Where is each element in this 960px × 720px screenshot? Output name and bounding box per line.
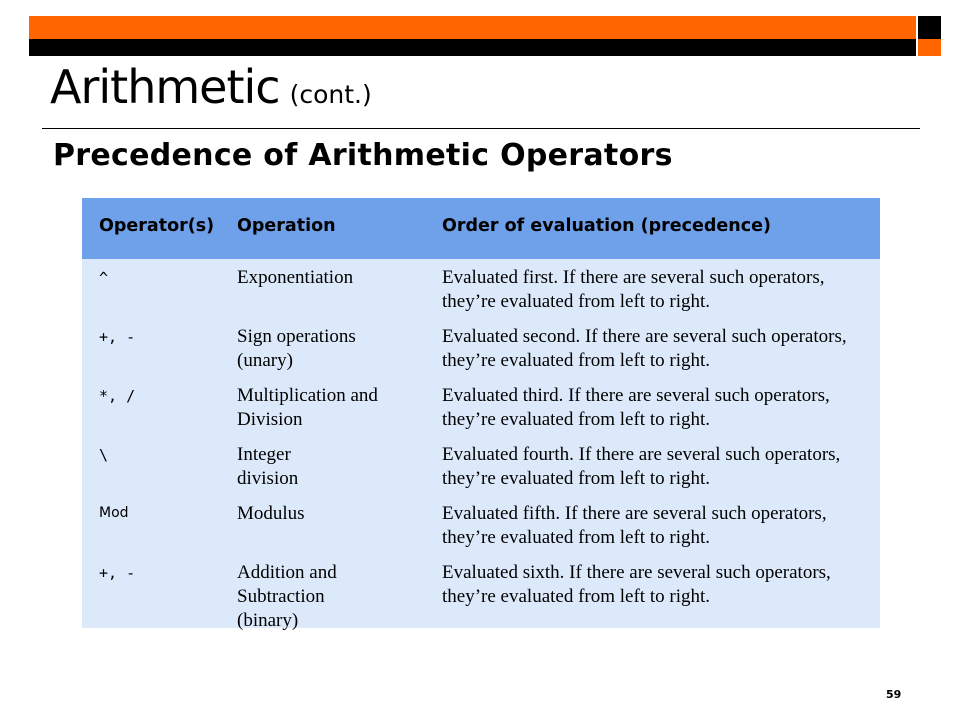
order-cell: Evaluated fourth. If there are several such operators, they’re evaluated from left to right. [442,444,841,489]
operator-cell: Mod [99,505,129,521]
title-suffix: (cont.) [289,80,372,109]
header-operation: Operation [237,216,336,236]
operation-cell: Integer division [237,444,299,489]
header-operators: Operator(s) [99,216,215,236]
operator-cell: +, - [99,328,136,346]
operation-cell: Multiplication and Division [237,385,378,430]
header-order: Order of evaluation (precedence) [442,216,772,236]
slide-subtitle: Precedence of Arithmetic Operators [53,138,673,173]
operator-cell: +, - [99,564,136,582]
order-cell: Evaluated fifth. If there are several such operators, they’re evaluated from left to right. [442,503,827,548]
table-row [82,562,880,631]
slide-title [50,60,372,114]
operation-cell: Sign operations (unary) [237,326,356,371]
top-orange-bar [29,16,916,39]
page-number: 59 [886,688,902,701]
table-row [82,387,880,446]
table-header [82,198,880,259]
operator-cell: ^ [99,269,109,287]
operation-cell: Exponentiation [237,267,354,288]
table-row [82,505,880,564]
title-main: Arithmetic [50,60,280,114]
table-row [82,269,880,328]
order-cell: Evaluated first. If there are several such operators, they’re evaluated from left to right. [442,267,825,312]
table-row [82,446,880,505]
top-black-bar [29,39,916,56]
operator-cell: \ [99,446,109,464]
order-cell: Evaluated second. If there are several such operators, they’re evaluated from left to right. [442,326,847,371]
table-row [82,328,880,387]
operation-cell: Modulus [237,503,305,524]
order-cell: Evaluated third. If there are several such operators, they’re evaluated from left to right. [442,385,830,430]
title-divider [42,128,920,129]
precedence-table [82,198,880,631]
operator-cell: *, / [99,387,136,405]
operation-cell: Addition and Subtraction (binary) [237,562,337,631]
corner-black-square [918,16,941,39]
order-cell: Evaluated sixth. If there are several such operators, they’re evaluated from left to right. [442,562,831,607]
corner-orange-square [918,39,941,56]
